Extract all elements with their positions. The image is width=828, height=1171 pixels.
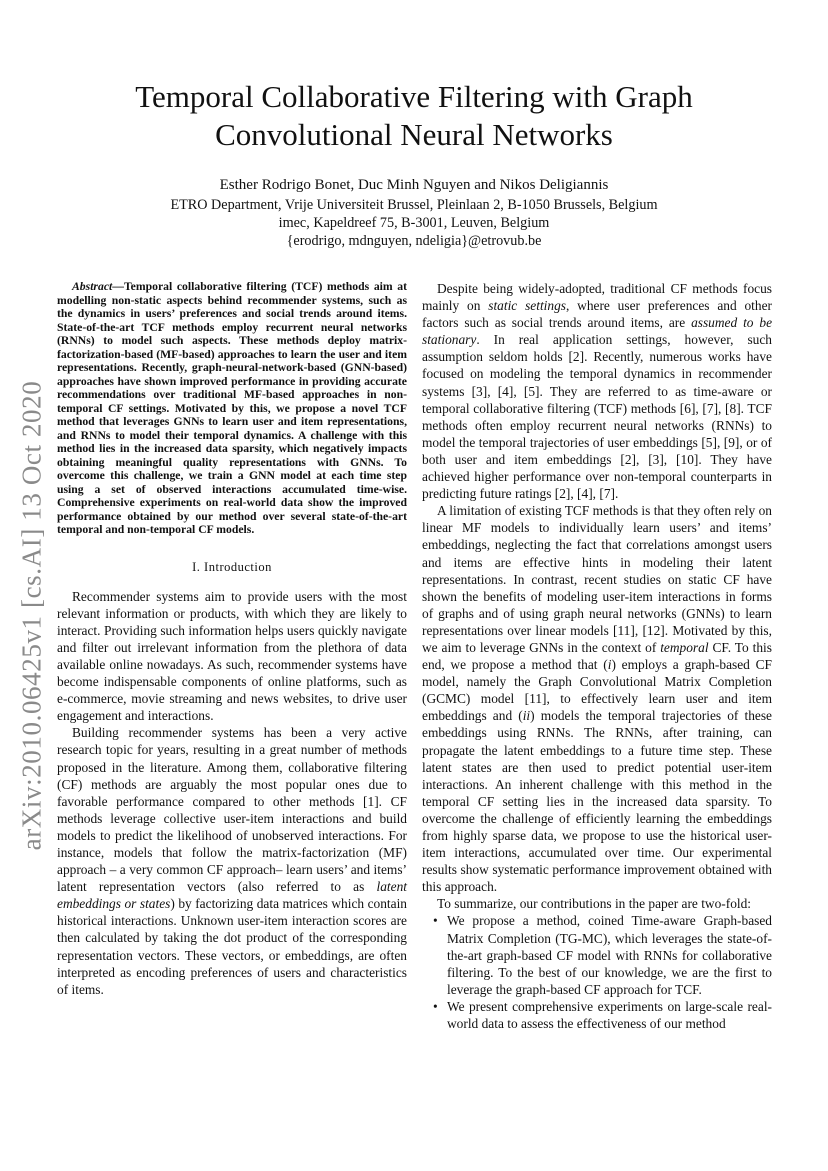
- section-heading-introduction: I. Introduction: [192, 559, 272, 574]
- intro-paragraph-2-emphasis: latent embeddings or states: [57, 879, 407, 912]
- abstract: [57, 280, 407, 537]
- contributions-list: [422, 912, 772, 1032]
- intro-paragraph-3: [422, 280, 772, 502]
- affiliation-1: ETRO Department, Vrije Universiteit Brussel, Pleinlaan 2, B-1050 Brussels, Belgium: [170, 197, 658, 213]
- para3-emphasis-2: assumed to be stationary: [422, 315, 773, 348]
- author-emails: {erodrigo, mdnguyen, ndeligia}@etrovub.be: [286, 233, 542, 249]
- para4-emphasis-i: i: [607, 657, 612, 673]
- para4-text-c: ) employs a graph-based CF model, namely the Graph Convolutional Matrix Completion (GCMC) model [11], to effectively learn user and item embeddings and (: [422, 657, 772, 724]
- para3-text-c: . In real application settings, however, such assumption seldom holds [2]. Recently, numerous works have focused on modeling the temporal dynamics in recommender systems [3], [4], [5]. They are referred to as time-aware or temporal collaborative filtering (TCF) methods [6], [7], [8]. TCF methods often employ recurrent neural networks (RNNs) to model the temporal trajectories of user embeddings [5], [9], or of both user and item embeddings [2], [3], [10]. They have achieved higher performance over non-temporal counterparts in predicting future ratings [2], [4], [7].: [422, 332, 772, 502]
- para4-text-b: CF. To this end, we propose a method that (: [422, 639, 772, 673]
- abstract-label: Abstract: [72, 280, 113, 293]
- para4-text-d: ) models the temporal trajectories of these embeddings using RNNs. The RNNs, after training, can propagate the latent embeddings to a future time step. These latent states are then used to predict potential user-item interactions. An inherent challenge with this method in the temporal CF setting lies in the increased data sparsity. To overcome the challenge of efficiently learning the embeddings from highly sparse data, we propose to use the historical user-item interactions, accumulated over time. Our experimental results show systematic performance improvement obtained with this approach.: [422, 708, 772, 895]
- contribution-bullet-1: • We propose a method, coined Time-aware Graph-based Matrix Completion (TG-MC), which leverages the state-of-the-art graph-based CF model with RNNs for collaborative filtering. To the best of our knowledge, we are the first to leverage the graph-based CF approach for TCF.: [447, 912, 772, 997]
- intro-paragraph-4: [422, 502, 772, 895]
- intro-paragraph-2-text-b: ) by factorizing data matrices which contain historical interactions. Unknown user-item interaction scores are then calculated by taking the dot product of the corresponding representation vectors. These vectors, or embeddings, are often interpreted as encoding preferences of users and characteristics of items.: [57, 896, 407, 997]
- intro-paragraph-1: Recommender systems aim to provide users with the most relevant information or products, with which they are likely to interact. Providing such information helps users quickly navigate and filter out irrelevant information from the plethora of data available online nowadays. As such, recommender systems have become indispensable components of online platforms, such as e-commerce, movie streaming and news websites, to drive user engagement and interactions.: [57, 588, 407, 724]
- author-block: [60, 176, 768, 250]
- intro-paragraph-2-text-a: Building recommender systems has been a very active research topic for years, resulting in a great number of methods proposed in the literature. Among them, collaborative filtering (CF) methods are arguably the most popular ones due to favorable performance compared to other methods [1]. CF methods leverage collective user-item interactions and build models to predict the likelihood of unobserved interactions. For instance, models that follow the matrix-factorization (MF) approach – a very common CF approach– learn users’ and items’ latent representation vectors (also referred to as: [57, 725, 407, 895]
- title-line-2: Convolutional Neural Networks: [215, 117, 613, 152]
- para3-text-a: Despite being widely-adopted, traditional CF methods focus mainly on: [422, 281, 772, 314]
- arxiv-stamp-text: arXiv:2010.06425v1 [cs.AI] 13 Oct 2020: [16, 380, 47, 850]
- right-column: [422, 280, 772, 1032]
- intro-paragraph-2: [57, 724, 407, 998]
- para4-emphasis-temporal: temporal: [660, 639, 709, 655]
- para4-emphasis-ii: ii: [522, 708, 531, 724]
- contributions-intro: To summarize, our contributions in the paper are two-fold:: [437, 896, 752, 912]
- para4-text-a: A limitation of existing TCF methods is that they often rely on linear MF models to individually learn users’ and items’ embeddings, neglecting the fact that correlations amongst users and items are effective hints in modeling their latent representations. In contrast, recent studies on static CF have shown the benefits of modeling user-item interactions in forms of graphs and of using graph neural networks (GNNs) to learn representations over linear models [11], [12]. Motivated by this, we aim to leverage GNNs in the context of: [422, 503, 772, 655]
- para3-text-b: , where user preferences and other factors such as social trends around items, are: [422, 298, 772, 331]
- author-names: Esther Rodrigo Bonet, Duc Minh Nguyen and Nikos Deligiannis: [219, 177, 609, 193]
- affiliation-2: imec, Kapeldreef 75, B-3001, Leuven, Belgium: [278, 215, 550, 231]
- contribution-bullet-2: • We present comprehensive experiments on large-scale real-world data to assess the effectiveness of our method: [447, 998, 772, 1032]
- title-line-1: Temporal Collaborative Filtering with Graph: [135, 79, 693, 114]
- abstract-text: —Temporal collaborative filtering (TCF) methods aim at modelling non-static aspects behind recommender systems, such as the dynamics in users’ preferences and social trends around items. State-of-the-art TCF methods employ recurrent neural networks (RNNs) to model such aspects. These methods deploy matrix-factorization-based (MF-based) approaches to learn the user and item representations. Recently, graph-neural-network-based (GNN-based) approaches have shown improved performance in providing accurate recommendations over traditional MF-based approaches in non-temporal CF settings. Motivated by this, we propose a novel TCF method that leverages GNNs to learn user and item representations, and RNNs to model their temporal dynamics. A challenge with this method lies in the increased data sparsity, which negatively impacts obtaining meaningful quality representations with GNNs. To overcome this challenge, we train a GNN model at each time step using a set of observed interactions accumulated time-wise. Comprehensive experiments on real-world data show the improved performance obtained by our method over several state-of-the-art temporal and non-temporal CF models.: [57, 280, 407, 536]
- left-column: [57, 280, 407, 998]
- arxiv-stamp: [6, 370, 58, 860]
- paper-title: [60, 78, 768, 154]
- para3-emphasis-1: static settings: [488, 298, 566, 314]
